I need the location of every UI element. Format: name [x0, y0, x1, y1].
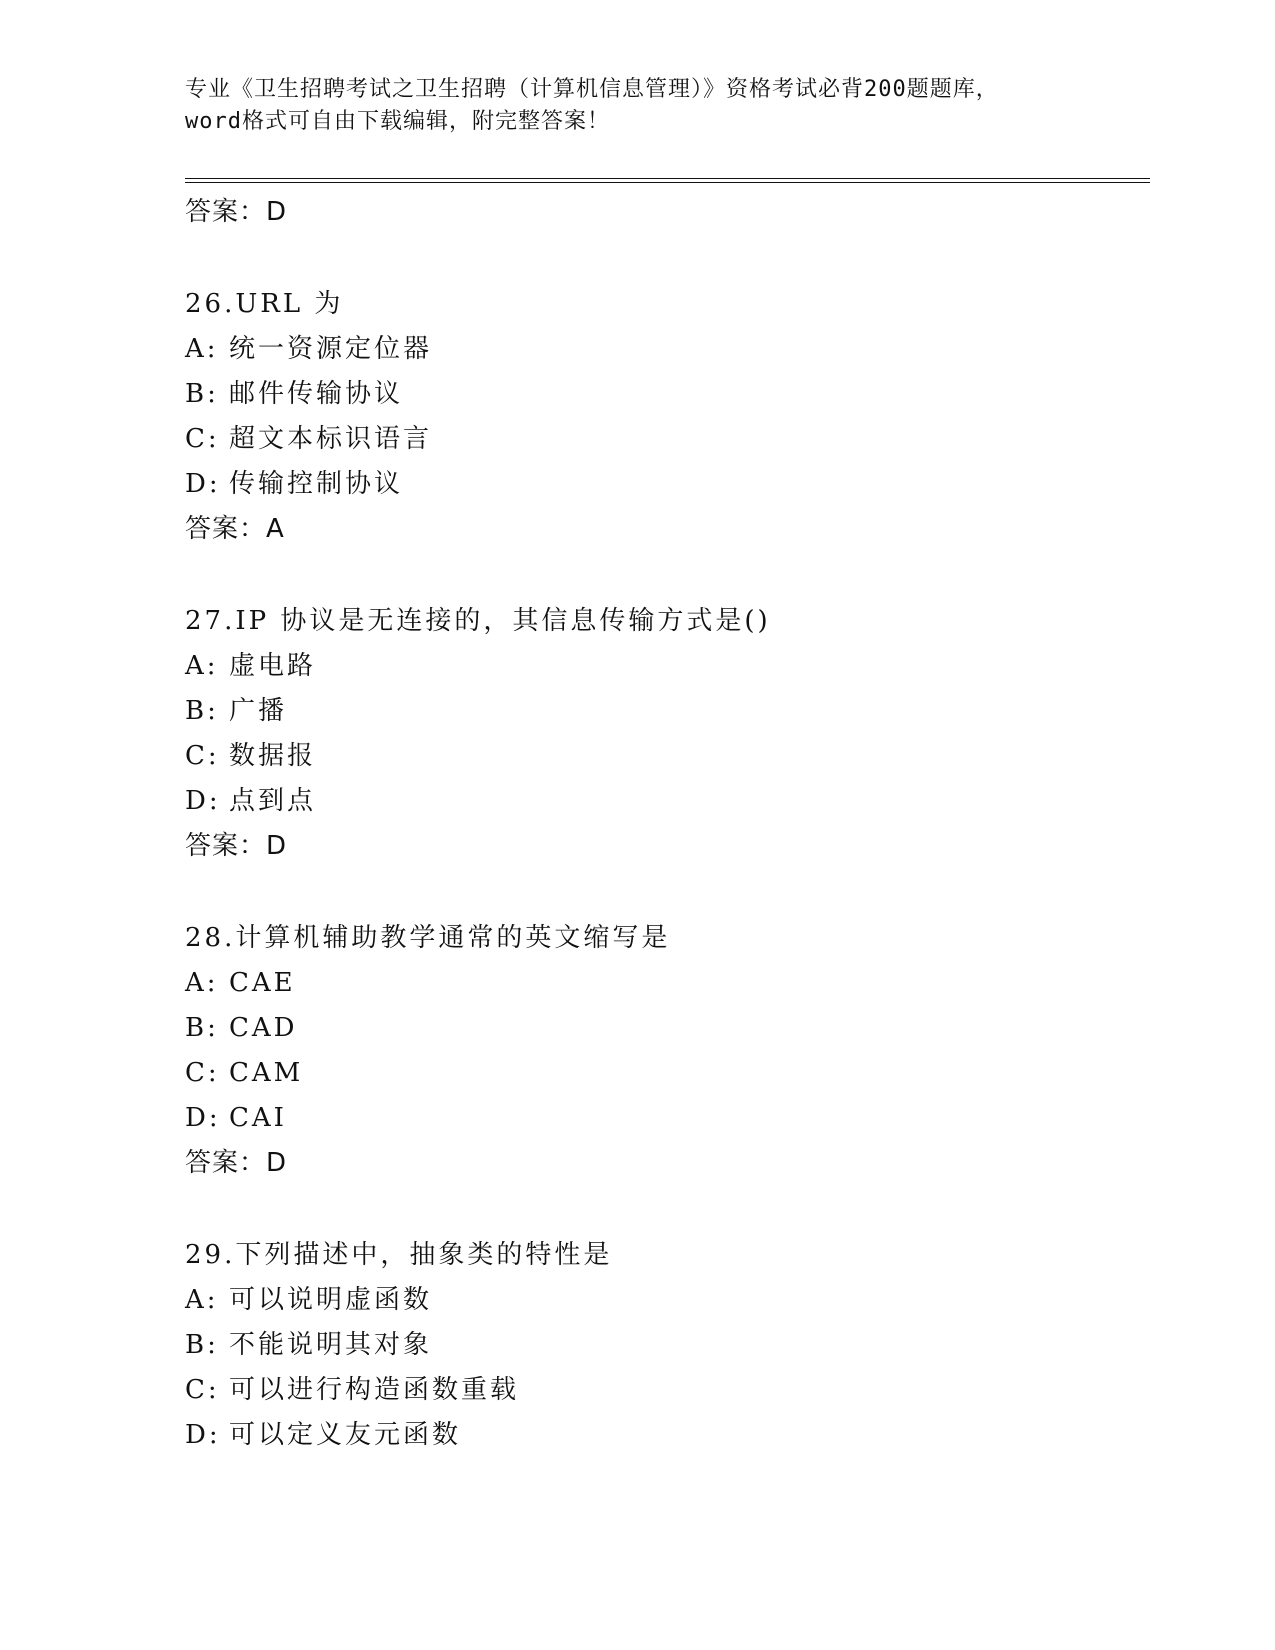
option-text: CAI: [229, 1103, 287, 1133]
option-text: 数据报: [229, 741, 317, 771]
answer-line: 答案：A: [185, 514, 285, 544]
question-text: 28.计算机辅助教学通常的英文缩写是: [185, 923, 671, 953]
option-text: 不能说明其对象: [229, 1330, 433, 1360]
option-label: B:: [185, 379, 219, 409]
option-c: [185, 1051, 1135, 1096]
option-b: [185, 372, 1135, 417]
question-item: [185, 599, 1135, 869]
option-text: 邮件传输协议: [229, 379, 404, 409]
option-label: D:: [185, 1103, 221, 1133]
option-text: 点到点: [229, 786, 317, 816]
question-item: [185, 916, 1135, 1186]
option-text: CAE: [229, 968, 296, 998]
option-label: C:: [185, 1058, 220, 1088]
option-label: A:: [185, 334, 219, 364]
option-text: 广播: [229, 696, 288, 726]
option-a: [185, 327, 1135, 372]
option-d: [185, 462, 1135, 507]
option-c: [185, 417, 1135, 462]
option-c: [185, 1368, 1135, 1413]
option-b: [185, 689, 1135, 734]
option-text: 传输控制协议: [229, 469, 404, 499]
option-label: C:: [185, 1375, 220, 1405]
option-text: 可以定义友元函数: [229, 1420, 462, 1450]
option-label: B:: [185, 1330, 219, 1360]
header-divider-bottom: [185, 182, 1150, 183]
option-a: [185, 961, 1135, 1006]
answer-line: 答案：D: [185, 831, 288, 861]
option-text: CAD: [229, 1013, 298, 1043]
question-text: 29.下列描述中，抽象类的特性是: [185, 1240, 613, 1270]
option-label: A:: [185, 968, 219, 998]
option-a: [185, 1278, 1135, 1323]
option-label: B:: [185, 1013, 219, 1043]
option-text: 虚电路: [229, 651, 317, 681]
option-label: D:: [185, 1420, 221, 1450]
option-label: D:: [185, 469, 221, 499]
option-text: 统一资源定位器: [229, 334, 433, 364]
option-b: [185, 1006, 1135, 1051]
header-line-2: word格式可自由下载编辑，附完整答案！: [185, 109, 610, 134]
option-c: [185, 734, 1135, 779]
header-divider-top: [185, 178, 1150, 179]
option-label: D:: [185, 786, 221, 816]
option-d: [185, 1413, 1135, 1458]
option-a: [185, 644, 1135, 689]
option-text: 可以进行构造函数重载: [229, 1375, 520, 1405]
option-d: [185, 779, 1135, 824]
document-header: [185, 74, 1085, 138]
question-text: 27.IP 协议是无连接的，其信息传输方式是(): [185, 606, 771, 636]
option-b: [185, 1323, 1135, 1368]
option-label: A:: [185, 651, 219, 681]
answer-line: 答案：D: [185, 197, 288, 227]
header-line-1: 专业《卫生招聘考试之卫生招聘（计算机信息管理）》资格考试必背200题题库，: [185, 77, 999, 102]
option-label: C:: [185, 424, 220, 454]
question-item: [185, 1233, 1135, 1458]
option-label: A:: [185, 1285, 219, 1315]
question-text: 26.URL 为: [185, 289, 344, 319]
option-text: 超文本标识语言: [229, 424, 433, 454]
option-label: B:: [185, 696, 219, 726]
option-text: CAM: [229, 1058, 304, 1088]
question-item: [185, 282, 1135, 552]
answer-line: 答案：D: [185, 1148, 288, 1178]
option-label: C:: [185, 741, 220, 771]
question-list: [185, 190, 1135, 1458]
option-d: [185, 1096, 1135, 1141]
option-text: 可以说明虚函数: [229, 1285, 433, 1315]
